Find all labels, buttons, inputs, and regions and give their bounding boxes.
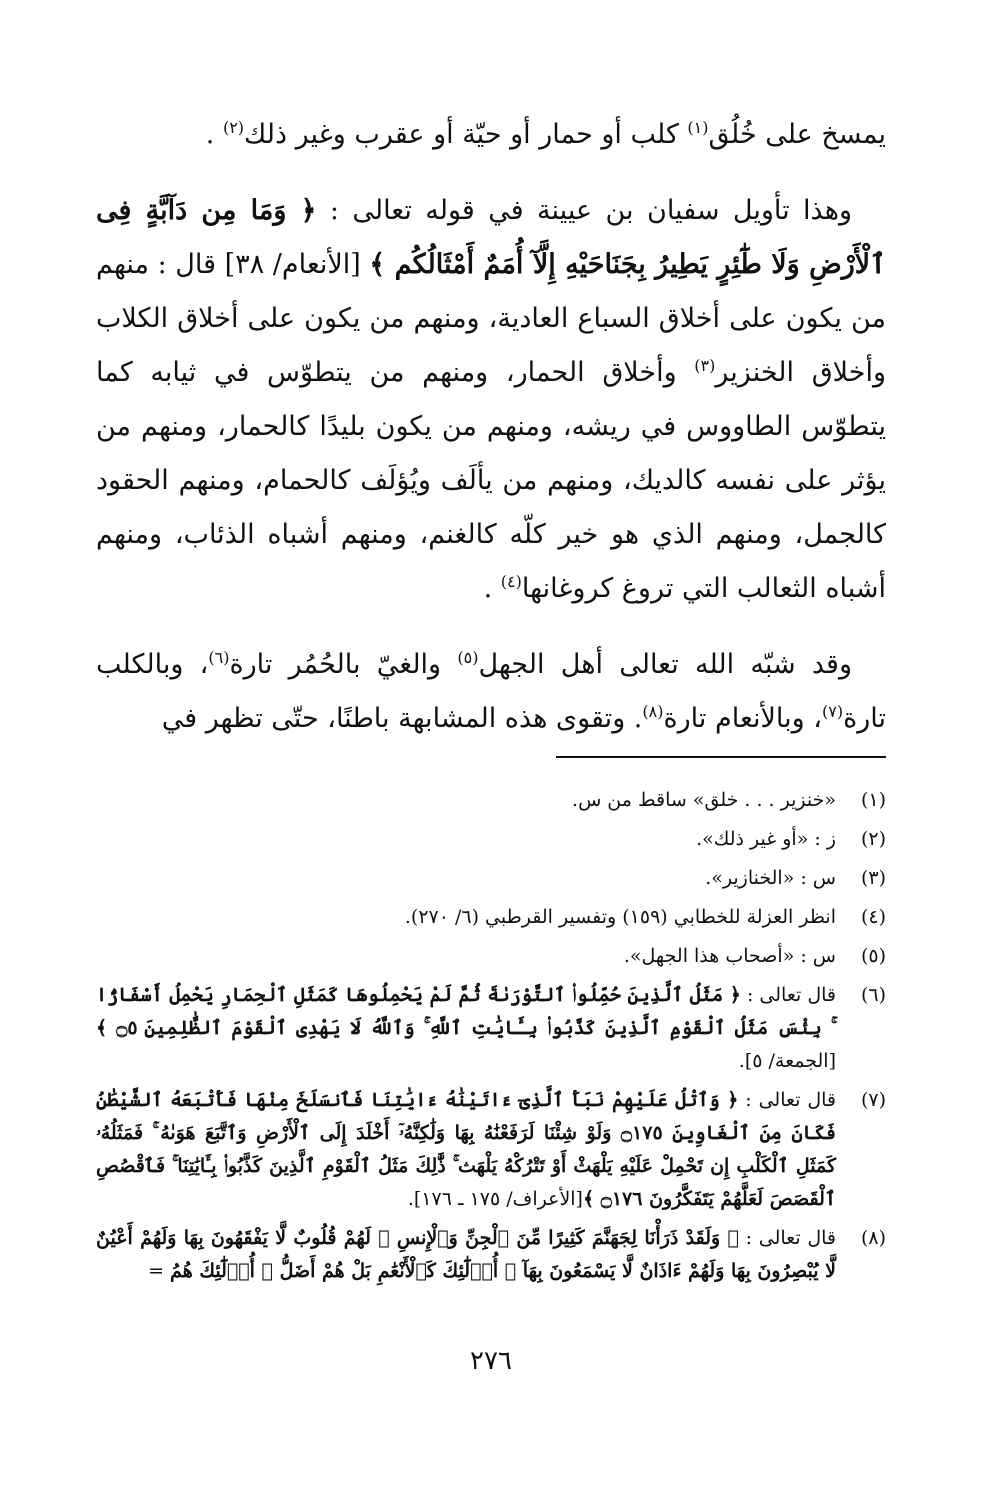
footnote-divider: [556, 756, 886, 758]
main-text: [96, 108, 886, 768]
quran-verse: ﴿ مَثَلُ ٱلَّذِينَ حُمِّلُوا۟ ٱلتَّوْرَىٰةَ ثُمَّ لَمْ يَحْمِلُوهَا كَمَثَلِ ٱلْحِمَارِ يَحْمِلُ أَسْفَارًۢا ۚ بِئْسَ مَثَلُ ٱلْقَوْمِ ٱلَّذِينَ كَذَّبُوا۟ بِـَٔايَٰتِ ٱللَّهِ ۚ وَٱللَّهُ لَا يَهْدِى ٱلْقَوْمَ ٱلظَّٰلِمِينَ ۝٥ ﴾: [96, 984, 834, 1039]
footnote-ref-8[interactable]: (٨): [642, 702, 664, 721]
text-run: =: [148, 1260, 171, 1282]
text-run: وقد شبّه الله تعالى أهل الجهل: [478, 649, 853, 680]
footnote-number: (٤): [860, 906, 886, 928]
paragraph-1: [96, 108, 886, 162]
footnotes-section: [96, 784, 886, 1294]
footnote-text: [96, 1222, 836, 1288]
footnote-ref-2[interactable]: (٢): [222, 118, 245, 137]
footnote-number: (١): [860, 789, 886, 811]
text-run: قال تعالى :: [738, 1227, 836, 1249]
text-run: قال تعالى :: [740, 984, 836, 1006]
text-run: يمسخ على خُلُق: [708, 119, 886, 150]
footnote-7: [96, 1084, 886, 1216]
footnote-number: (٥): [860, 945, 886, 967]
footnote-number: (٦): [860, 984, 886, 1006]
footnote-ref-3[interactable]: (٣): [694, 356, 716, 375]
text-run: قال تعالى :: [738, 1089, 836, 1111]
footnote-ref-5[interactable]: (٥): [457, 648, 479, 667]
footnote-4: [96, 901, 886, 934]
footnote-6: [96, 979, 886, 1078]
text-run: والغيّ بالحُمُر تارة: [229, 649, 458, 680]
footnote-ref-1[interactable]: (١): [687, 118, 709, 137]
footnote-text: انظر العزلة للخطابي (١٥٩) وتفسير القرطبي (٦/ ٢٧٠).: [404, 906, 836, 928]
text-run: [الأنعام/ ٣٨] قال : منهم من يكون على أخلاق السباع العادية، ومنهم من يكون على أخلاق الكلاب وأخلاق الخنزير: [96, 249, 886, 388]
paragraph-2: [96, 184, 886, 616]
text-run: .: [483, 573, 501, 604]
quran-verse: ﴿ وَٱتْلُ عَلَيْهِمْ نَبَأَ ٱلَّذِىٓ ءَاتَيْنَٰهُ ءَايَٰتِنَا فَٱنسَلَخَ مِنْهَا فَأَتْبَعَهُ ٱلشَّيْطَٰنُ فَكَانَ مِنَ ٱلْغَاوِينَ ۝١٧٥ وَلَوْ شِئْنَا لَرَفَعْنَٰهُ بِهَا وَلَٰكِنَّهُۥٓ أَخْلَدَ إِلَى ٱلْأَرْضِ وَٱتَّبَعَ هَوَىٰهُ ۚ فَمَثَلُهُۥ كَمَثَلِ ٱلْكَلْبِ إِن تَحْمِلْ عَلَيْهِ يَلْهَثْ أَوْ تَتْرُكْهُ يَلْهَث ۚ ذَّٰلِكَ مَثَلُ ٱلْقَوْمِ ٱلَّذِينَ كَذَّبُوا۟ بِـَٔايَٰتِنَا ۚ فَٱقْصُصِ ٱلْقَصَصَ لَعَلَّهُمْ يَتَفَكَّرُونَ ۝١٧٦ ﴾: [96, 1089, 836, 1210]
footnote-ref-6[interactable]: (٦): [208, 648, 230, 667]
footnote-ref-7[interactable]: (٧): [821, 702, 844, 721]
footnote-number: (٧): [860, 1089, 886, 1111]
footnote-text: ز : «أو غير ذلك».: [696, 828, 836, 850]
text-run: . وتقوى هذه المشابهة باطنًا، حتّى تظهر في: [161, 703, 643, 734]
footnote-1: [96, 784, 886, 817]
quran-verse: ﴿ وَمَا مِن دَآبَّةٍ فِى ٱلْأَرْضِ وَلَا طَٰٓئِرٍ يَطِيرُ بِجَنَاحَيْهِ إِلَّآ أُمَمٌ أَمْثَالُكُم ﴾: [96, 195, 886, 280]
footnote-number: (٨): [860, 1227, 886, 1249]
footnote-number: (٣): [860, 867, 886, 889]
text-run: [الأعراف/ ١٧٥ ـ ١٧٦].: [407, 1188, 583, 1210]
footnote-5: [96, 940, 886, 973]
footnote-text: [96, 1084, 836, 1216]
footnote-2: [96, 823, 886, 856]
footnote-text: «خنزير . . . خلق» ساقط من س.: [572, 789, 836, 811]
footnote-8: [96, 1222, 886, 1288]
footnote-text: [96, 979, 836, 1078]
page-number: ٢٧٦: [470, 1346, 512, 1376]
footnote-3: [96, 862, 886, 895]
text-run: .: [205, 119, 223, 150]
text-run: [الجمعة/ ٥].: [738, 1050, 836, 1072]
text-run: وأخلاق الحمار، ومنهم من يتطوّس في ثيابه كما يتطوّس الطاووس في ريشه، ومنهم من يكون بليدًا كالحمار، ومنهم من يؤثر على نفسه كالديك، ومنهم من يألَف ويُؤلَف كالحمام، ومنهم الحقود كالجمل، ومنهم الذي هو خير كلّه كالغنم، ومنهم أشباه الذئاب، ومنهم أشباه الثعالب التي تروغ كروغانها: [96, 357, 886, 604]
footnote-text: س : «أصحاب هذا الجهل».: [623, 945, 836, 967]
footnote-number: (٢): [860, 828, 886, 850]
text-run: ، وبالكلب تارة: [96, 649, 886, 734]
text-run: ، وبالأنعام تارة: [663, 703, 822, 734]
text-run: وهذا تأويل سفيان بن عيينة في قوله تعالى :: [316, 195, 852, 226]
footnote-text: س : «الخنازير».: [705, 867, 836, 889]
footnote-ref-4[interactable]: (٤): [500, 572, 522, 591]
text-run: كلب أو حمار أو حيّة أو عقرب وغير ذلك: [244, 119, 688, 150]
quran-verse: ﴿ وَلَقَدْ ذَرَأْنَا لِجَهَنَّمَ كَثِيرًا مِّنَ ٱلْجِنِّ وَٱلْإِنسِ ۖ لَهُمْ قُلُوبٌ لَّا يَفْقَهُونَ بِهَا وَلَهُمْ أَعْيُنٌ لَّا يُبْصِرُونَ بِهَا وَلَهُمْ ءَاذَانٌ لَّا يَسْمَعُونَ بِهَآ ۚ أُو۟لَٰٓئِكَ كَٱلْأَنْعَٰمِ بَلْ هُمْ أَضَلُّ ۚ أُو۟لَٰٓئِكَ هُمُ: [96, 1227, 836, 1282]
paragraph-3: [96, 638, 886, 746]
